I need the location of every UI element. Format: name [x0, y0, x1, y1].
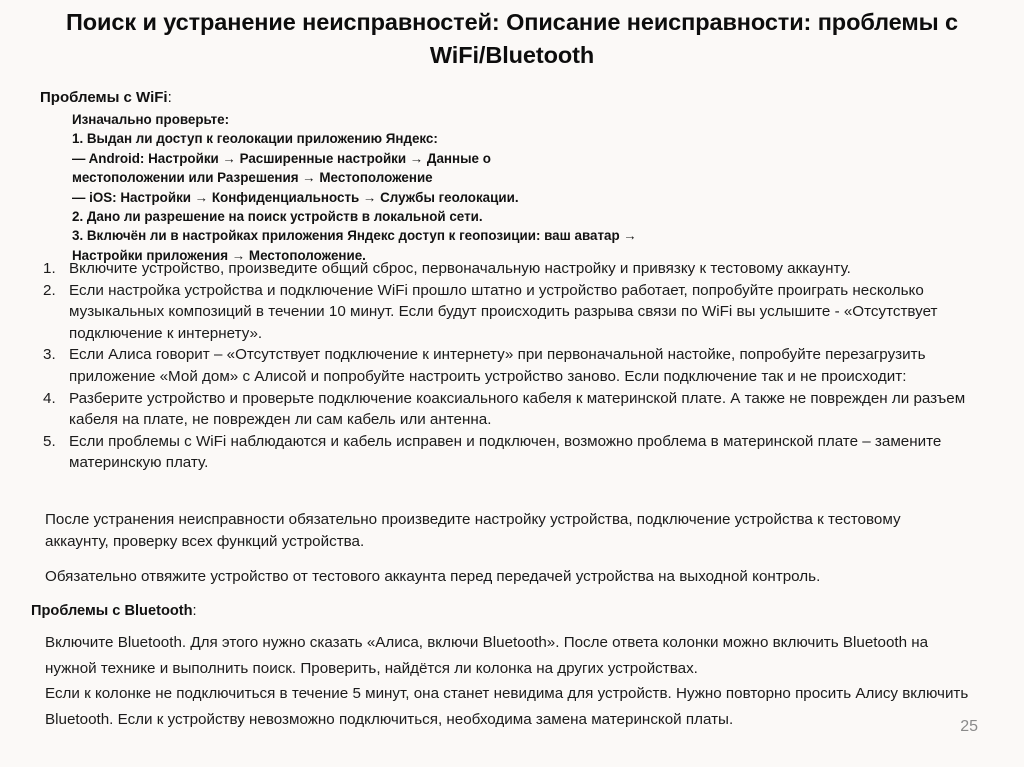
section-heading-wifi-label: Проблемы с WiFi: [40, 89, 168, 106]
checklist-line: Изначально проверьте:: [72, 112, 230, 127]
paragraph-after-repair: [45, 509, 965, 552]
list-item-text: Разберите устройство и проверьте подключение коаксиального кабеля к материнской плате. А также не поврежден ли разъем кабеля на плате, не поврежден ли сам кабель или антенна.: [69, 389, 966, 429]
section-heading-bluetooth-label: Проблемы с Bluetooth: [31, 603, 193, 619]
list-item-text: Если настройка устройства и подключение WiFi прошло штатно и устройство работает, попробуйте проиграть несколько музыкальных композиций в течении 10 минут. Если будут происходить разрыва связи по WiFi вы услышите - «Отсутствует подключение к интернету».: [69, 281, 938, 342]
checklist-line: Настройки приложения → Местоположение.: [72, 247, 366, 263]
paragraph-text: После устранения неисправности обязательно произведите настройку устройства, подключение устройства к тестовому аккаунту, проверку всех функций устройства.: [45, 511, 901, 550]
list-item-marker: 5.: [43, 432, 56, 450]
checklist-line: 1. Выдан ли доступ к геолокации приложению Яндекс:: [72, 131, 438, 147]
section-heading-wifi-colon: :: [167, 89, 172, 106]
wifi-checklist: [72, 110, 637, 265]
section-heading-wifi: [40, 88, 172, 108]
checklist-line: — Android: Настройки → Расширенные настройки → Данные о: [72, 150, 491, 166]
checklist-line: 3. Включён ли в настройках приложения Яндекс доступ к геопозиции: ваш аватар →: [72, 228, 637, 244]
list-item-marker: 4.: [43, 389, 56, 407]
list-item: [43, 258, 1003, 280]
wifi-steps-list: [43, 258, 1003, 474]
checklist-line: местоположении или Разрешения → Местоположение: [72, 170, 433, 186]
paragraph-text: Включите Bluetooth. Для этого нужно сказать «Алиса, включи Bluetooth». После ответа колонки можно включить Bluetooth на нужной технике и выполнить поиск. Проверить, найдётся ли колонка на других устройствах.: [45, 634, 929, 677]
page-title: Поиск и устранение неисправностей: Описание неисправности: проблемы с WiFi/Bluetooth: [66, 9, 958, 68]
list-item-text: Включите устройство, произведите общий сброс, первоначальную настройку и привязку к тестовому аккаунту.: [69, 260, 851, 277]
bluetooth-body: [45, 630, 975, 732]
page-number: 25: [960, 718, 978, 735]
section-heading-bluetooth: [31, 601, 197, 621]
list-item-marker: 2.: [43, 281, 56, 299]
list-item-marker: 1.: [43, 260, 56, 277]
checklist-line: 2. Дано ли разрешение на поиск устройств в локальной сети.: [72, 209, 483, 225]
checklist-line: — iOS: Настройки → Конфиденциальность → Службы геолокации.: [72, 189, 519, 205]
list-item: [43, 280, 1003, 345]
list-item-marker: 3.: [43, 346, 56, 364]
list-item-text: Если проблемы с WiFi наблюдаются и кабель исправен и подключен, возможно проблема в материнской плате – замените материнскую плату.: [69, 432, 942, 472]
list-item: [43, 431, 1003, 474]
paragraph-text: Если к колонке не подключиться в течение 5 минут, она станет невидима для устройств. Нужно повторно просить Алису включить Bluetooth. Если к устройству невозможно подключиться, необходима замена материнской платы.: [45, 685, 969, 728]
list-item: [43, 344, 1003, 387]
list-item-text: Если Алиса говорит – «Отсутствует подключение к интернету» при первоначальной настойке, попробуйте перезагрузить приложение «Мой дом» с Алисой и попробуйте настроить устройство заново. Если подключение так и не происходит:: [69, 346, 926, 385]
list-item: [43, 388, 1003, 431]
section-heading-bluetooth-colon: :: [192, 603, 197, 619]
paragraph-untie-device: [45, 566, 965, 588]
paragraph-text: Обязательно отвяжите устройство от тестового аккаунта перед передачей устройства на выходной контроль.: [45, 568, 821, 585]
